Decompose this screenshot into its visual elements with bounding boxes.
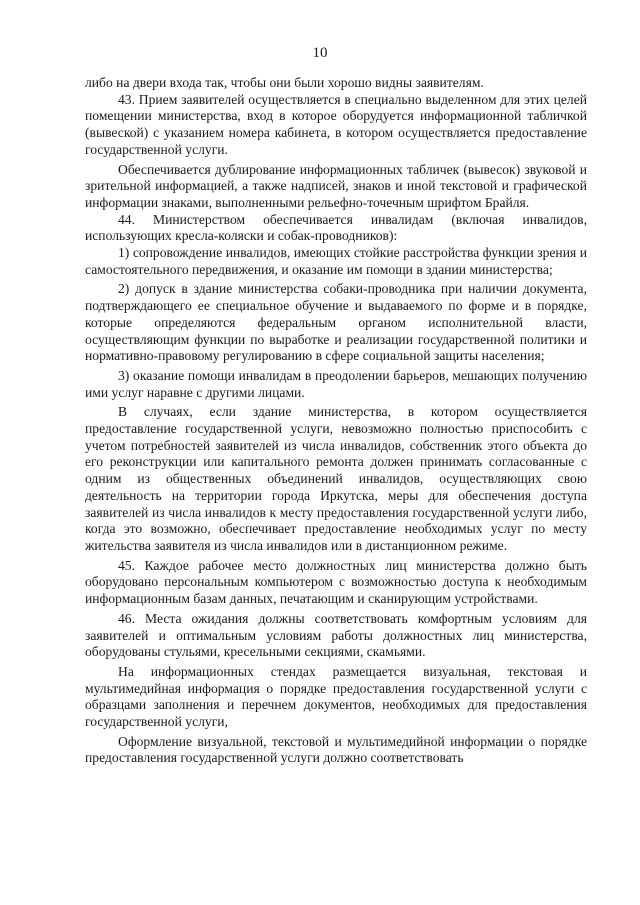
paragraph: В случаях, если здание министерства, в котором осуществляется предоставление государственной услуги, невозможно полностью приспособить с учетом потребностей заявителей из числа инвалидов, собственник этого объекта до его реконструкции или капитального ремонта должен принимать согласованные с одним из общественных объединений инвалидов, осуществляющих свою деятельность на территории города Иркутска, меры для обеспечения доступа заявителей из числа инвалидов к месту предоставления государственной услуги либо, когда это возможно, обеспечивает предоставление необходимых услуг по месту жительства заявителя из числа инвалидов или в дистанционном режиме. <box>85 404 587 553</box>
page-number: 10 <box>312 45 328 61</box>
paragraph: 1) сопровождение инвалидов, имеющих стойкие расстройства функции зрения и самостоятельного передвижения, и оказание им помощи в здании министерства; <box>85 245 587 277</box>
paragraph: На информационных стендах размещается визуальная, текстовая и мультимедийная информация о порядке предоставления государственной услуги с образцами заполнения и перечнем документов, необходимых для предоставления государственной услуги, <box>85 663 587 730</box>
body-text <box>85 75 587 767</box>
paragraph: 45. Каждое рабочее место должностных лиц министерства должно быть оборудовано персональным компьютером с возможностью доступа к необходимым информационным базам данных, печатающим и сканирующим устройствами. <box>85 557 587 607</box>
paragraph: 44. Министерством обеспечивается инвалидам (включая инвалидов, использующих кресла-коляски и собак-проводников): <box>85 211 587 244</box>
paragraph: либо на двери входа так, чтобы они были хорошо видны заявителям. <box>85 75 484 90</box>
paragraph: Обеспечивается дублирование информационных табличек (вывесок) звуковой и зрительной информацией, а также надписей, знаков и иной текстовой и графической информации знаками, выполненными рельефно-точечным шрифтом Брайля. <box>85 161 587 210</box>
paragraph: 2) допуск в здание министерства собаки-проводника при наличии документа, подтверждающего ее специальное обучение и выдаваемого по форме и в порядке, которые определяются федеральным органом исполнительной власти, осуществляющим функции по выработке и реализации государственной политики и нормативно-правовому регулированию в сфере социальной защиты населения; <box>85 281 587 364</box>
paragraph: 46. Места ожидания должны соответствовать комфортным условиям для заявителей и оптимальным условиям работы должностных лиц министерства, оборудованы стульями, кресельными секциями, скамьями. <box>85 610 587 660</box>
paragraph: 3) оказание помощи инвалидам в преодолении барьеров, мешающих получению ими услуг наравне с другими лицами. <box>85 367 587 400</box>
paragraph: Оформление визуальной, текстовой и мультимедийной информации о порядке предоставления государственной услуги должно соответствовать <box>85 733 587 766</box>
paragraph: 43. Прием заявителей осуществляется в специально выделенном для этих целей помещении министерства, вход в которое оборудуется информационной табличкой (вывеской) с указанием номера кабинета, в котором осуществляется предоставление государственной услуги. <box>85 91 587 157</box>
